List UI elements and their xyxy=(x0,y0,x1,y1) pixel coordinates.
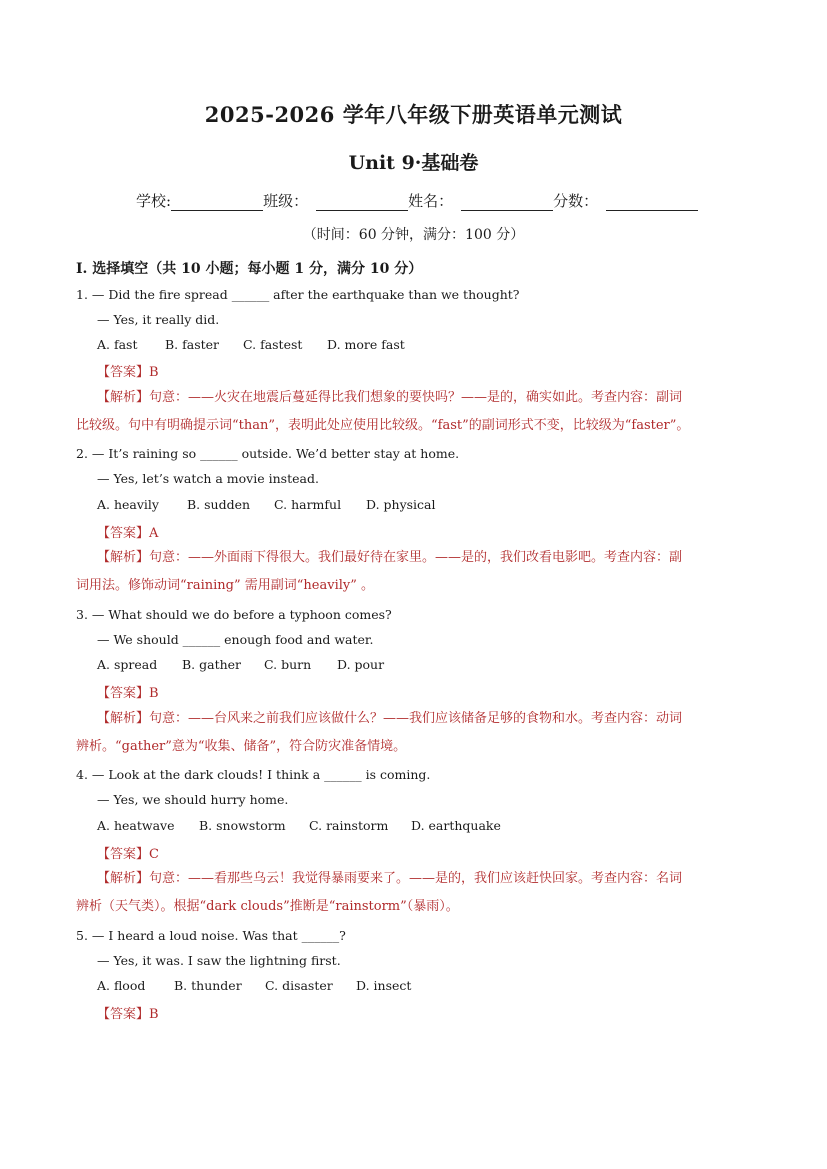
score-blank[interactable] xyxy=(606,192,698,211)
question-stem: 5. — I heard a loud noise. Was that ______? xyxy=(76,928,346,943)
option-a: A. spread xyxy=(97,657,158,672)
option-c: C. rainstorm xyxy=(309,818,389,833)
question-options xyxy=(97,337,405,352)
question-stem: 3. — What should we do before a typhoon comes? xyxy=(76,607,392,622)
option-a: A. fast xyxy=(97,337,138,352)
school-blank[interactable] xyxy=(171,192,263,211)
answer-tag: 【答案】 xyxy=(97,1007,150,1022)
analysis-tag: 【解析】 xyxy=(97,390,150,405)
analysis xyxy=(76,384,756,440)
answer-tag: 【答案】 xyxy=(97,686,150,701)
answer-line xyxy=(97,361,159,380)
option-b: B. gather xyxy=(182,657,242,672)
answer-tag: 【答案】 xyxy=(97,847,150,862)
analysis-line2: 比较级。句中有明确提示词“than”，表明此处应使用比较级。“fast”的副词形式不变，比较级为“faster”。 xyxy=(76,418,690,433)
option-b: B. faster xyxy=(165,337,220,352)
option-a: A. flood xyxy=(97,978,146,993)
question-reply: — Yes, it really did. xyxy=(97,312,220,327)
class-blank[interactable] xyxy=(316,192,408,211)
answer-line xyxy=(97,522,158,541)
analysis-tag: 【解析】 xyxy=(97,871,150,886)
question-reply: — Yes, let’s watch a movie instead. xyxy=(97,471,319,486)
answer-value: C xyxy=(149,847,159,862)
analysis-line1: 句意：——火灾在地震后蔓延得比我们想象的要快吗？——是的，确实如此。考查内容：副词 xyxy=(149,390,683,405)
analysis-line2: 辨析（天气类）。根据“dark clouds”推断是“rainstorm”（暴雨）。 xyxy=(76,899,459,914)
answer-tag: 【答案】 xyxy=(97,365,150,380)
exam-subtitle: Unit 9·基础卷 xyxy=(348,152,479,174)
analysis xyxy=(76,544,756,600)
option-c: C. harmful xyxy=(274,497,342,512)
analysis-line1: 句意：——看那些乌云！我觉得暴雨要来了。——是的，我们应该赶快回家。考查内容：名词 xyxy=(149,871,683,886)
analysis-line2: 词用法。修饰动词“raining” 需用副词“heavily” 。 xyxy=(76,578,375,593)
question-reply: — Yes, it was. I saw the lightning first. xyxy=(97,953,341,968)
option-d: D. insect xyxy=(356,978,412,993)
answer-value: B xyxy=(149,1007,159,1022)
option-d: D. more fast xyxy=(327,337,405,352)
name-blank[interactable] xyxy=(461,192,553,211)
option-d: D. earthquake xyxy=(411,818,501,833)
option-c: C. burn xyxy=(264,657,312,672)
option-a: A. heavily xyxy=(97,497,159,512)
student-info-row xyxy=(136,190,698,211)
question-options xyxy=(97,818,501,833)
school-label: 学校: xyxy=(136,192,172,210)
answer-line xyxy=(97,1003,159,1022)
name-label: 姓名： xyxy=(408,192,454,210)
question-stem: 1. — Did the fire spread ______ after the earthquake than we thought? xyxy=(76,287,520,302)
option-a: A. heatwave xyxy=(97,818,175,833)
section-title: I. 选择填空（共 10 小题；每小题 1 分，满分 10 分） xyxy=(76,261,423,277)
option-c: C. fastest xyxy=(243,337,303,352)
class-label: 班级： xyxy=(263,192,309,210)
question-stem: 4. — Look at the dark clouds! I think a ______ is coming. xyxy=(76,767,431,782)
analysis-line1: 句意：——台风来之前我们应该做什么？——我们应该储备足够的食物和水。考查内容：动词 xyxy=(149,711,683,726)
question-reply: — Yes, we should hurry home. xyxy=(97,792,289,807)
analysis-line1: 句意：——外面雨下得很大。我们最好待在家里。——是的，我们改看电影吧。考查内容：副 xyxy=(149,550,683,565)
analysis-line2: 辨析。“gather”意为“收集、储备”，符合防灾准备情境。 xyxy=(76,739,407,754)
answer-line xyxy=(97,682,159,701)
answer-value: B xyxy=(149,365,159,380)
question-stem: 2. — It’s raining so ______ outside. We’d better stay at home. xyxy=(76,446,460,461)
exam-title: 2025-2026 学年八年级下册英语单元测试 xyxy=(204,102,623,127)
analysis xyxy=(76,865,756,921)
option-b: B. sudden xyxy=(187,497,251,512)
question-options xyxy=(97,978,411,993)
answer-tag: 【答案】 xyxy=(97,526,150,541)
option-c: C. disaster xyxy=(265,978,333,993)
question-reply: — We should ______ enough food and water. xyxy=(97,632,374,647)
analysis xyxy=(76,705,756,761)
option-b: B. thunder xyxy=(174,978,242,993)
question-options xyxy=(97,657,384,672)
question-options xyxy=(97,497,436,512)
option-d: D. pour xyxy=(337,657,385,672)
answer-value: B xyxy=(149,686,159,701)
answer-value: A xyxy=(149,526,159,541)
option-d: D. physical xyxy=(366,497,436,512)
answer-line xyxy=(97,843,159,862)
analysis-tag: 【解析】 xyxy=(97,550,150,565)
analysis-tag: 【解析】 xyxy=(97,711,150,726)
score-label: 分数： xyxy=(553,192,599,210)
time-info: （时间：60 分钟，满分：100 分） xyxy=(302,227,525,243)
option-b: B. snowstorm xyxy=(199,818,286,833)
